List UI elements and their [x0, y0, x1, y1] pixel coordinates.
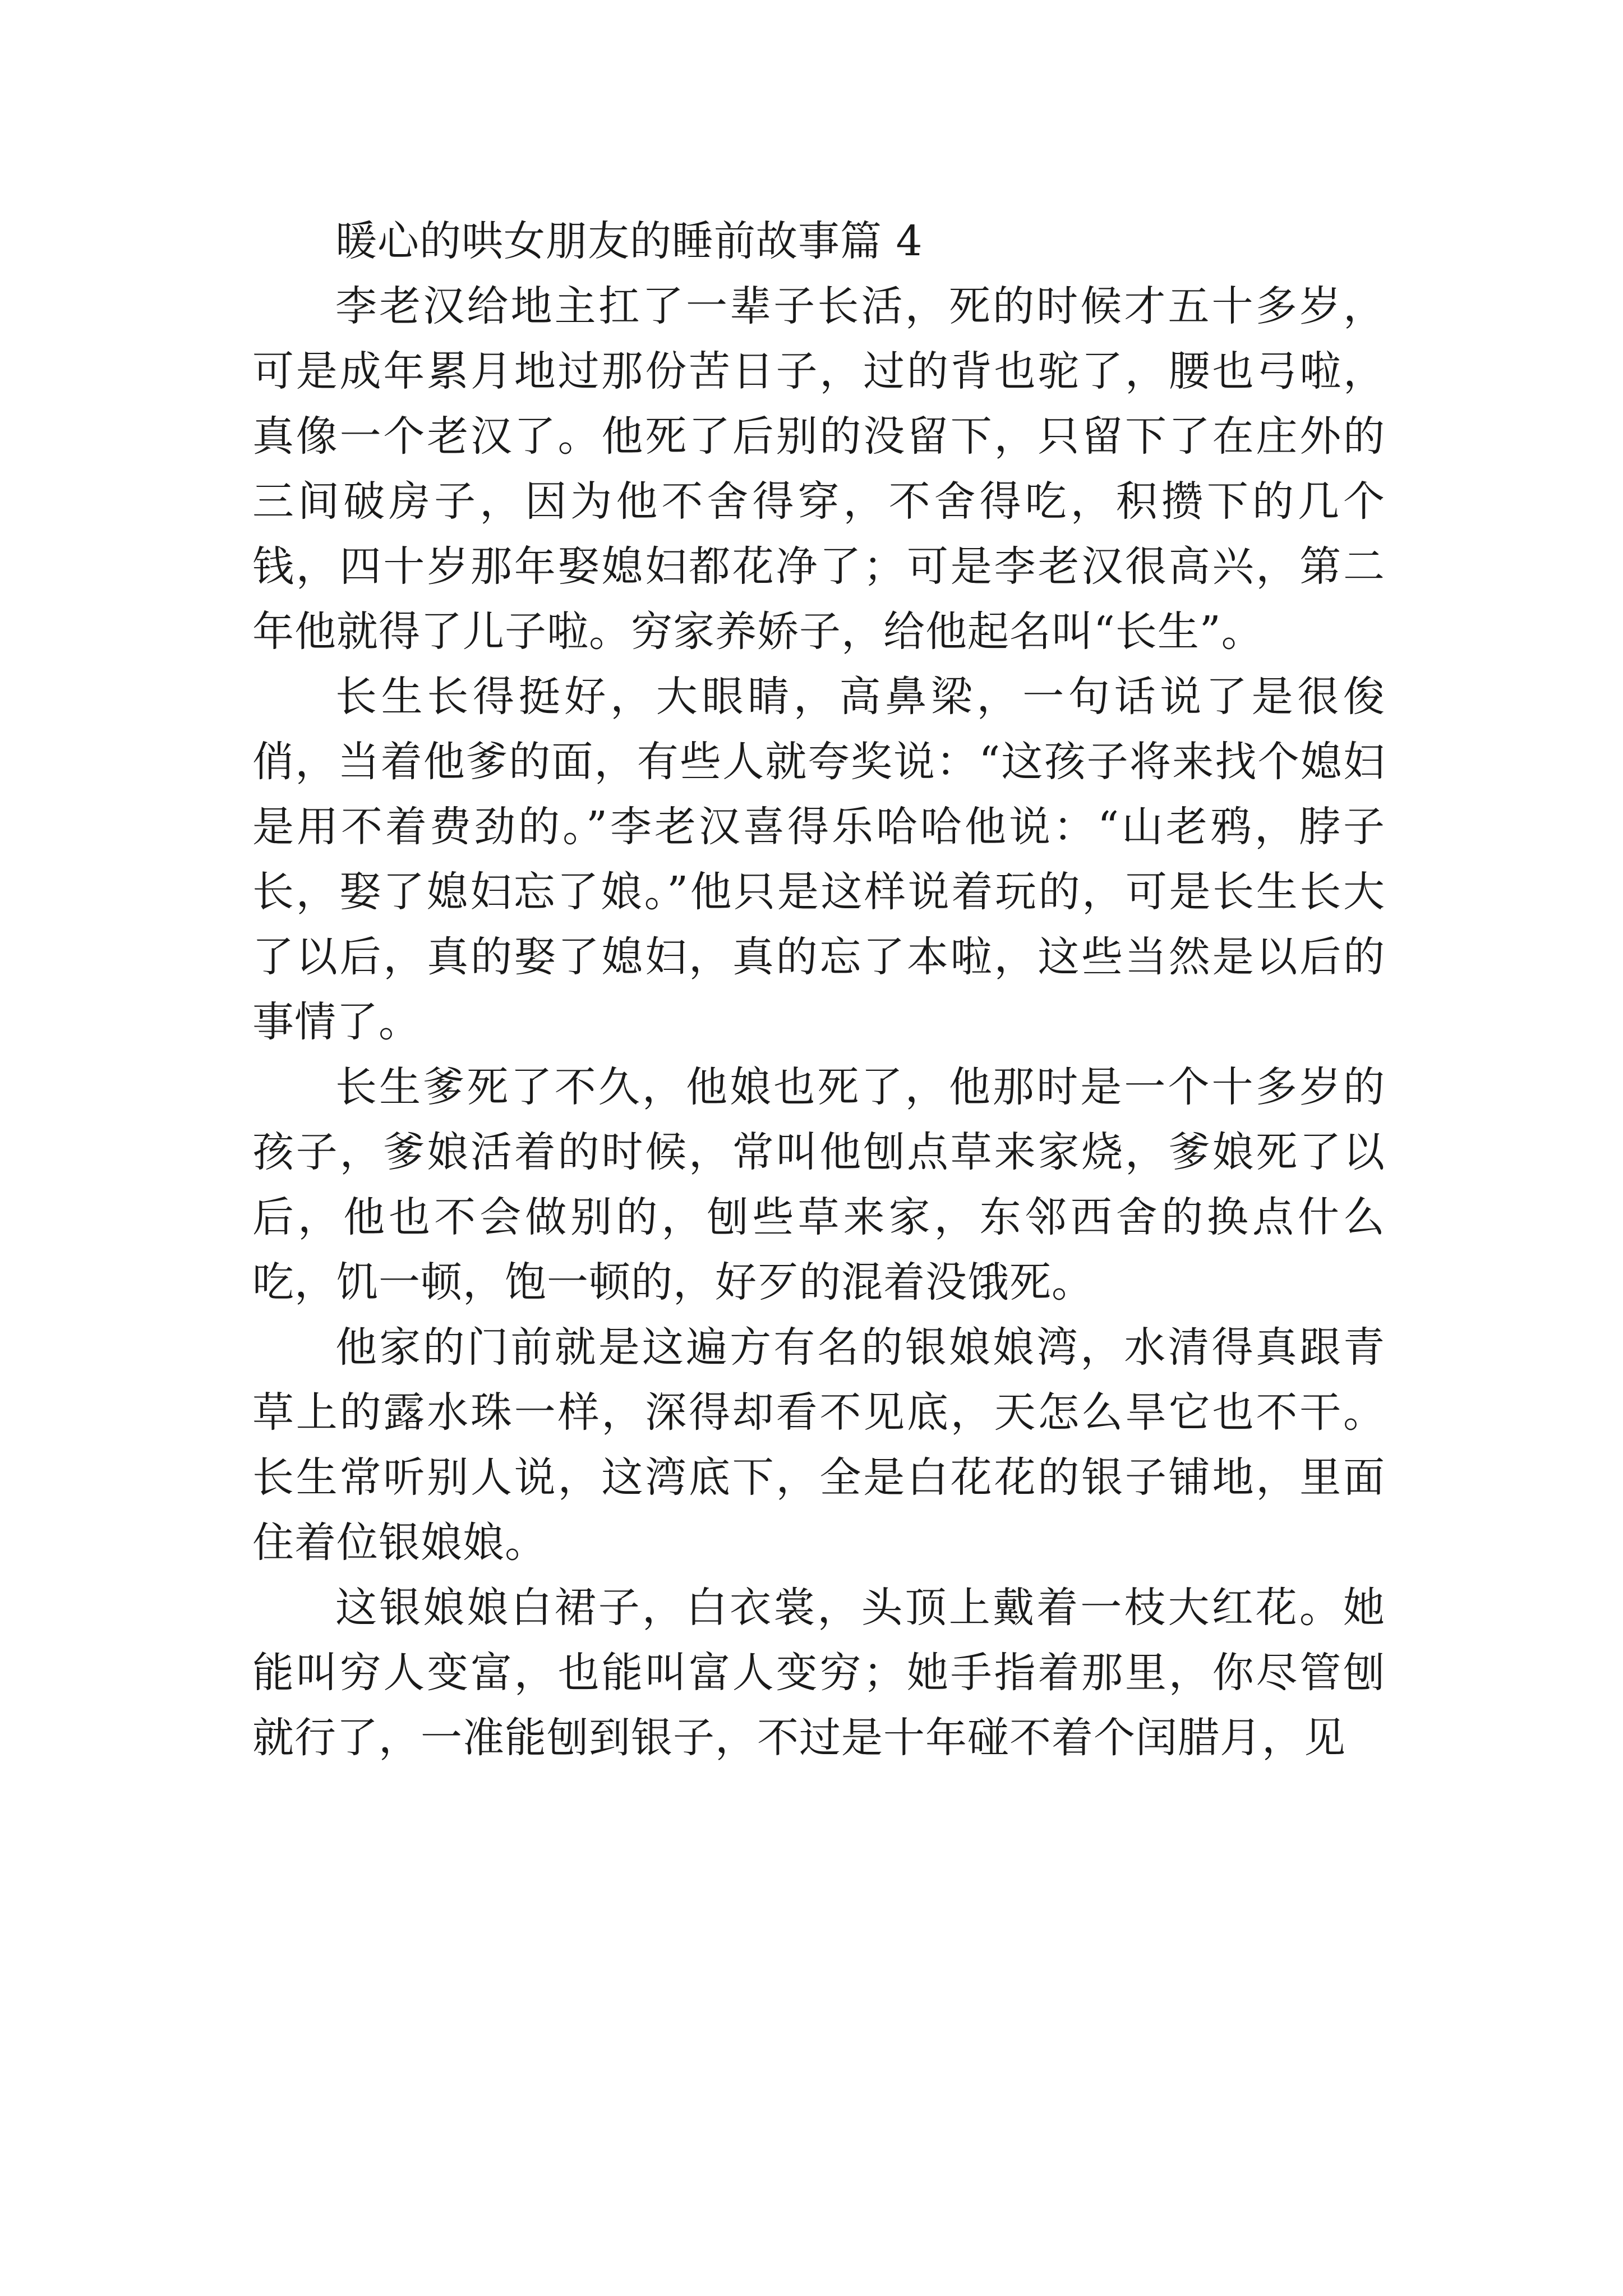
paragraph-3: 长生爹死了不久，他娘也死了，他那时是一个十多岁的孩子，爹娘活着的时候，常叫他刨点草来家烧，爹娘死了以后，他也不会做别的，刨些草来家，东邻西舍的换点什么吃，饥一顿，饱一顿的，好歹的混着没饿死。 — [252, 1063, 1385, 1306]
paragraph-2: 长生长得挺好，大眼睛，高鼻梁，一句话说了是很俊俏，当着他爹的面，有些人就夸奖说：“这孩子将来找个媳妇是用不着费劲的。”李老汉喜得乐哈哈他说：“山老鸦，脖子长，娶了媳妇忘了娘。”他只是这样说着玩的，可是长生长大了以后，真的娶了媳妇，真的忘了本啦，这些当然是以后的事情了。 — [252, 673, 1385, 1046]
document-body — [252, 209, 1385, 1770]
paragraph-1: 李老汉给地主扛了一辈子长活，死的时候才五十多岁，可是成年累月地过那份苦日子，过的背也驼了，腰也弓啦，真像一个老汉了。他死了后别的没留下，只留下了在庄外的三间破房子，因为他不舍得穿，不舍得吃，积攒下的几个钱，四十岁那年娶媳妇都花净了；可是李老汉很高兴，第二年他就得了儿子啦。穷家养娇子，给他起名叫“长生”。 — [252, 282, 1385, 656]
paragraph-5: 这银娘娘白裙子，白衣裳，头顶上戴着一枝大红花。她能叫穷人变富，也能叫富人变穷；她手指着那里，你尽管刨就行了，一准能刨到银子，不过是十年碰不着个闰腊月，见 — [252, 1584, 1385, 1762]
paragraph-4: 他家的门前就是这遍方有名的银娘娘湾，水清得真跟青草上的露水珠一样，深得却看不见底，天怎么旱它也不干。长生常听别人说，这湾底下，全是白花花的银子铺地，里面住着位银娘娘。 — [252, 1323, 1385, 1567]
document-title: 暖心的哄女朋友的睡前故事篇 4 — [335, 217, 923, 265]
